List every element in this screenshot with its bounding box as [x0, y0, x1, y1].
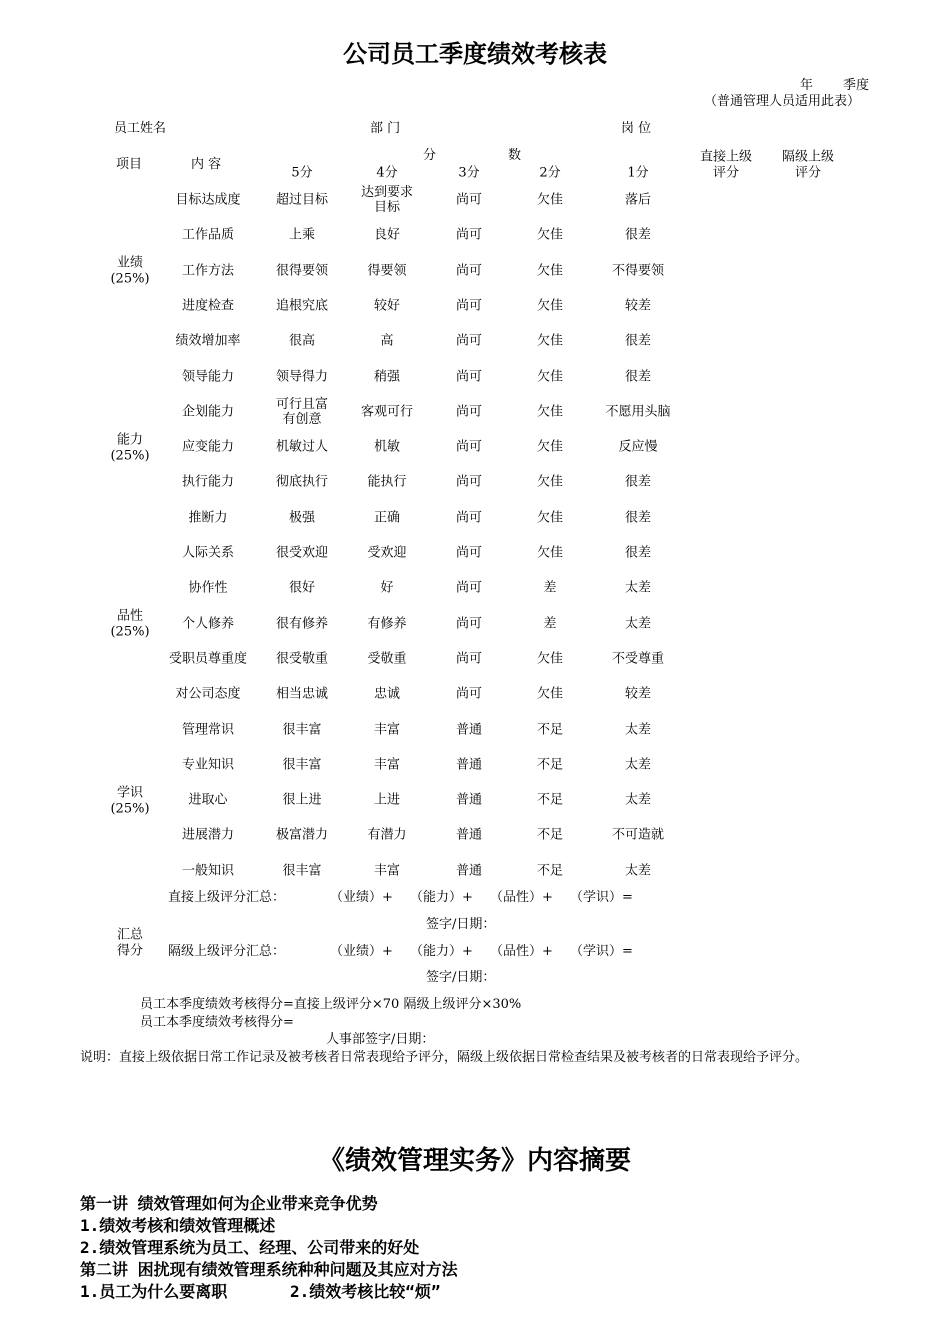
criteria-level-4: 得要领 [367, 263, 407, 279]
header-score-1: 分 [423, 148, 437, 163]
form-title: 公司员工季度绩效考核表 [343, 40, 607, 68]
group-weight-performance: (25%) [110, 271, 150, 287]
criteria-level-4: 有潜力 [367, 827, 407, 843]
criteria-level-3: 普通 [455, 757, 482, 773]
header-skip-line2: 评分 [794, 165, 822, 181]
outline-line-1: 第一讲 绩效管理如何为企业带来竞争优势 [80, 1194, 378, 1213]
criteria-item: 进展潜力 [181, 827, 234, 843]
final-score-line: 员工本季度绩效考核得分= [140, 1015, 294, 1030]
criteria-level-2: 欠佳 [536, 439, 563, 455]
criteria-level-5: 上乘 [288, 227, 315, 243]
direct-formula-character: （品性）+ [490, 890, 553, 905]
header-level-4: 4分 [376, 165, 398, 181]
criteria-level-4: 受欢迎 [367, 545, 407, 561]
criteria-item: 绩效增加率 [175, 333, 241, 349]
outline-line-5a: 1.员工为什么要离职 [80, 1282, 228, 1301]
criteria-level-3: 尚可 [455, 192, 482, 208]
criteria-level-3: 尚可 [455, 545, 482, 561]
criteria-level-1: 不得要领 [611, 263, 664, 279]
criteria-level-1: 太差 [624, 757, 651, 773]
criteria-level-3: 普通 [455, 863, 482, 879]
criteria-level-2: 欠佳 [536, 192, 563, 208]
criteria-item: 管理常识 [181, 722, 234, 737]
criteria-level-5: 机敏过人 [275, 439, 328, 455]
skip-formula-performance: （业绩）+ [330, 944, 393, 959]
header-level-1: 1分 [627, 165, 649, 181]
criteria-level-3: 尚可 [455, 474, 482, 490]
quarter-label: 季度 [843, 78, 870, 93]
group-name-character: 品性 [116, 608, 144, 624]
criteria-level-1: 太差 [624, 722, 651, 737]
criteria-level-2: 欠佳 [536, 686, 563, 702]
criteria-level-4: 丰富 [373, 722, 400, 737]
criteria-level-5: 很丰富 [282, 722, 322, 737]
criteria-level-5: 很有修养 [275, 616, 328, 632]
criteria-level-1: 很差 [624, 545, 651, 561]
criteria-level-5: 相当忠诚 [275, 686, 328, 702]
criteria-level-2: 欠佳 [536, 333, 563, 349]
group-name-knowledge: 学识 [116, 785, 144, 801]
criteria-level-3: 尚可 [455, 439, 482, 455]
criteria-item: 工作方法 [181, 263, 234, 279]
skip-summary-label: 隔级上级评分汇总： [168, 944, 286, 959]
criteria-level-2: 差 [543, 616, 557, 632]
criteria-item: 目标达成度 [175, 192, 241, 208]
header-score-2: 数 [508, 148, 522, 163]
criteria-item: 人际关系 [181, 545, 234, 561]
group-weight-character: (25%) [110, 624, 150, 640]
criteria-level-2: 欠佳 [536, 510, 563, 526]
criteria-level-1: 很差 [624, 369, 651, 384]
explanation-note: 说明：直接上级依据日常工作记录及被考核者日常表现给予评分，隔级上级依据日常检查结果及被考核者的日常表现给予评分。 [80, 1050, 809, 1065]
criteria-level-1: 很差 [624, 510, 651, 526]
header-level-3: 3分 [458, 165, 480, 181]
outline-line-3: 2.绩效管理系统为员工、经理、公司带来的好处 [80, 1238, 420, 1257]
criteria-level-5: 极富潜力 [275, 827, 328, 843]
criteria-level-4: 受敬重 [367, 651, 407, 667]
outline-line-2: 1.绩效考核和绩效管理概述 [80, 1216, 276, 1235]
year-label: 年 [800, 78, 814, 93]
criteria-level-4: 有修养 [367, 616, 407, 632]
header-skip-line1: 隔级上级 [781, 149, 835, 165]
criteria-level-3: 尚可 [455, 686, 482, 702]
criteria-item: 执行能力 [181, 474, 234, 490]
criteria-level-4: 忠诚 [373, 686, 400, 702]
criteria-level-1: 反应慢 [618, 439, 658, 455]
skip-sign-label: 签字/日期： [426, 970, 496, 985]
criteria-level-4: 高 [380, 333, 394, 349]
criteria-item: 进度检查 [181, 298, 234, 314]
criteria-level-1: 不可造就 [611, 827, 664, 843]
criteria-item: 进取心 [188, 792, 228, 808]
criteria-level-1: 较差 [624, 298, 651, 314]
criteria-level-4: 丰富 [373, 863, 400, 879]
criteria-level-5: 很丰富 [282, 757, 322, 773]
criteria-item: 协作性 [188, 580, 228, 596]
criteria-level-2: 欠佳 [536, 298, 563, 314]
criteria-item: 应变能力 [181, 439, 234, 455]
criteria-level-2: 欠佳 [536, 263, 563, 279]
header-direct-line2: 评分 [712, 165, 740, 181]
department-label: 部 门 [370, 121, 401, 136]
criteria-level-4: 达到要求目标 [360, 185, 413, 215]
criteria-level-3: 尚可 [455, 651, 482, 667]
criteria-level-1: 较差 [624, 686, 651, 702]
criteria-level-3: 尚可 [455, 333, 482, 349]
direct-formula-performance: （业绩）+ [330, 890, 393, 905]
criteria-level-5: 很丰富 [282, 863, 322, 879]
criteria-level-5: 领导得力 [275, 369, 328, 384]
employee-name-label: 员工姓名 [114, 121, 167, 136]
criteria-level-1: 很差 [624, 474, 651, 490]
criteria-level-5: 很上进 [282, 792, 322, 808]
criteria-item: 企划能力 [181, 404, 234, 420]
criteria-item: 专业知识 [181, 757, 234, 773]
group-name-ability: 能力 [116, 432, 144, 448]
criteria-level-5: 很好 [288, 580, 315, 596]
criteria-level-3: 普通 [455, 722, 482, 737]
criteria-level-5: 追根究底 [275, 298, 328, 314]
applicability-note: （普通管理人员适用此表） [704, 94, 861, 109]
criteria-level-3: 尚可 [455, 580, 482, 596]
group-weight-ability: (25%) [110, 448, 150, 464]
criteria-level-3: 尚可 [455, 263, 482, 279]
criteria-level-1: 落后 [624, 192, 651, 208]
criteria-level-4: 较好 [373, 298, 400, 314]
criteria-item: 推断力 [188, 510, 228, 526]
criteria-level-2: 欠佳 [536, 369, 563, 384]
skip-formula-ability: （能力）+ [410, 944, 473, 959]
header-level-2: 2分 [539, 165, 561, 181]
criteria-level-2: 不足 [536, 757, 563, 773]
criteria-level-5: 很高 [288, 333, 315, 349]
criteria-level-3: 尚可 [455, 404, 482, 420]
criteria-item: 一般知识 [181, 863, 234, 879]
criteria-level-1: 太差 [624, 580, 651, 596]
criteria-level-4: 上进 [373, 792, 400, 808]
criteria-level-4: 丰富 [373, 757, 400, 773]
criteria-item: 个人修养 [181, 616, 234, 632]
direct-formula-ability: （能力）+ [410, 890, 473, 905]
criteria-item: 领导能力 [181, 369, 234, 384]
criteria-level-1: 不受尊重 [611, 651, 664, 667]
criteria-level-4: 机敏 [373, 439, 400, 455]
criteria-level-2: 不足 [536, 827, 563, 843]
direct-sign-label: 签字/日期： [426, 917, 496, 932]
criteria-level-5: 彻底执行 [275, 474, 328, 490]
criteria-level-1: 太差 [624, 616, 651, 632]
outline-line-4: 第二讲 困扰现有绩效管理系统种种问题及其应对方法 [80, 1260, 458, 1279]
criteria-level-3: 普通 [455, 827, 482, 843]
final-score-formula: 员工本季度绩效考核得分=直接上级评分×70 隔级上级评分×30% [140, 997, 522, 1012]
criteria-level-3: 尚可 [455, 227, 482, 243]
criteria-level-5: 可行且富有创意 [275, 396, 328, 427]
criteria-level-2: 欠佳 [536, 545, 563, 561]
criteria-level-5: 很受敬重 [275, 651, 328, 667]
group-name-performance: 业绩 [116, 255, 144, 271]
criteria-level-3: 尚可 [455, 510, 482, 526]
skip-formula-knowledge: （学识）= [570, 944, 633, 959]
header-item: 项目 [116, 157, 143, 172]
criteria-item: 对公司态度 [175, 686, 241, 702]
section2-title: 《绩效管理实务》内容摘要 [318, 1146, 631, 1176]
criteria-level-1: 太差 [624, 863, 651, 879]
criteria-level-4: 良好 [373, 227, 400, 243]
criteria-level-3: 普通 [455, 792, 482, 808]
hr-sign-label: 人事部签字/日期： [326, 1032, 435, 1047]
criteria-level-1: 太差 [624, 792, 651, 808]
direct-formula-knowledge: （学识）= [570, 890, 633, 905]
criteria-level-2: 欠佳 [536, 404, 563, 420]
summary-label-line1: 汇总 [116, 927, 144, 943]
criteria-level-5: 极强 [288, 510, 315, 526]
criteria-level-4: 能执行 [367, 474, 407, 490]
criteria-level-4: 好 [380, 580, 394, 596]
criteria-item: 受职员尊重度 [168, 651, 247, 667]
criteria-level-3: 尚可 [455, 298, 482, 314]
group-weight-knowledge: (25%) [110, 801, 150, 817]
criteria-level-3: 尚可 [455, 616, 482, 632]
criteria-level-1: 很差 [624, 333, 651, 349]
criteria-level-2: 欠佳 [536, 474, 563, 490]
criteria-level-2: 欠佳 [536, 227, 563, 243]
header-content: 内 容 [191, 157, 222, 172]
criteria-level-2: 欠佳 [536, 651, 563, 667]
position-label: 岗 位 [621, 121, 652, 136]
header-direct-line1: 直接上级 [699, 149, 753, 165]
criteria-level-2: 不足 [536, 722, 563, 737]
criteria-item: 工作品质 [181, 227, 234, 243]
direct-summary-label: 直接上级评分汇总： [168, 890, 286, 905]
outline-line-5b: 2.绩效考核比较“烦” [290, 1282, 441, 1301]
criteria-level-4: 客观可行 [360, 404, 413, 420]
criteria-level-4: 稍强 [373, 369, 400, 384]
criteria-level-1: 不愿用头脑 [605, 404, 671, 420]
criteria-level-5: 很受欢迎 [275, 545, 328, 561]
summary-label-line2: 得分 [116, 943, 144, 959]
criteria-level-1: 很差 [624, 227, 651, 243]
criteria-level-2: 差 [543, 580, 557, 596]
criteria-level-5: 很得要领 [275, 263, 328, 279]
criteria-level-2: 不足 [536, 792, 563, 808]
criteria-level-4: 正确 [373, 510, 400, 526]
skip-formula-character: （品性）+ [490, 944, 553, 959]
header-level-5: 5分 [291, 165, 313, 181]
criteria-level-2: 不足 [536, 863, 563, 879]
criteria-level-5: 超过目标 [275, 192, 328, 208]
criteria-level-3: 尚可 [455, 369, 482, 384]
